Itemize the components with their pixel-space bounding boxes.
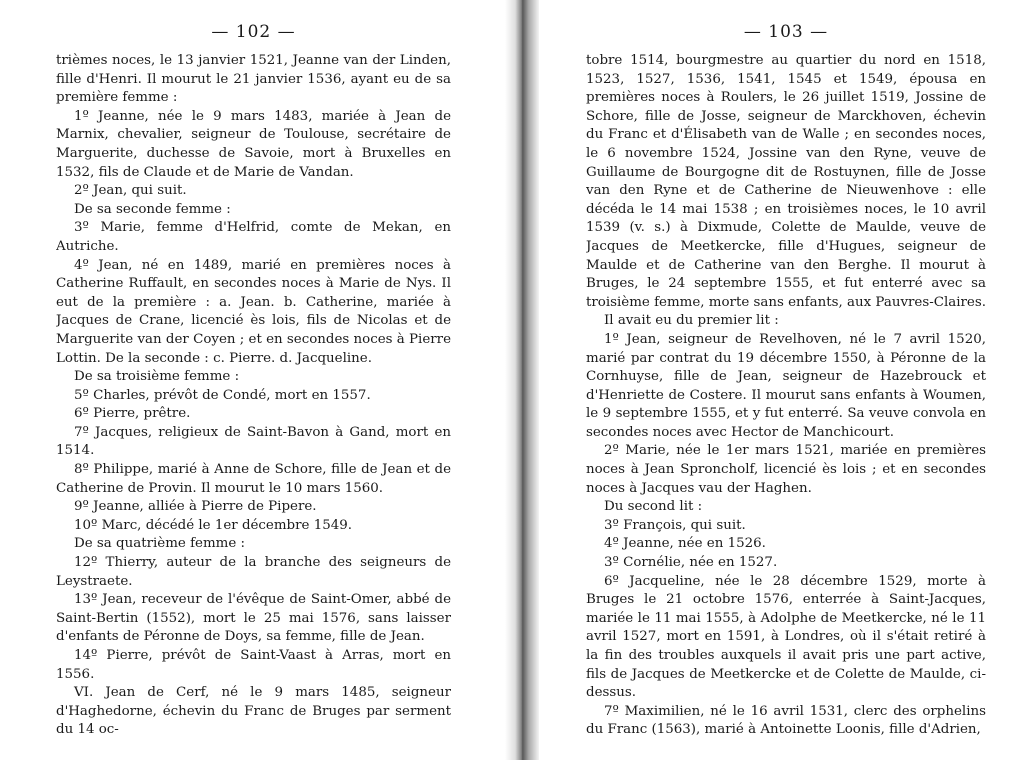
paragraph: 14º Pierre, prévôt de Saint-Vaast à Arras, mort en 1556. — [56, 648, 451, 682]
paragraph: 6º Pierre, prêtre. — [74, 406, 191, 422]
paragraph: 2º Jean, qui suit. — [74, 183, 187, 199]
left-page-text — [56, 52, 451, 740]
right-page — [586, 18, 986, 748]
paragraph: 1º Jeanne, née le 9 mars 1483, mariée à Jean de Marnix, chevalier, seigneur de Toulouse, secrétaire de Marguerite, duchesse de Savoie, mort à Bruxelles en 1532, fils de Claude et de Marie de Vandan. — [56, 108, 451, 180]
page-number-right: — 103 — — [743, 22, 829, 42]
paragraph: 13º Jean, receveur de l'évêque de Saint-Omer, abbé de Saint-Bertin (1552), mort le 25 mai 1576, sans laisser d'enfants de Péronne de Doys, sa femme, fille de Jean. — [56, 592, 451, 645]
paragraph: De sa troisième femme : — [74, 369, 240, 385]
book-gutter — [505, 0, 539, 760]
paragraph: 7º Maximilien, né le 16 avril 1531, clerc des orphelins du Franc (1563), marié à Antoinette Loonis, fille d'Adrien, — [586, 703, 986, 738]
paragraph: 5º Charles, prévôt de Condé, mort en 1557. — [74, 387, 371, 403]
right-page-text — [586, 52, 986, 740]
paragraph: trièmes noces, le 13 janvier 1521, Jeanne van der Linden, fille d'Henri. Il mourut le 21 janvier 1536, ayant eu de sa première femme : — [56, 53, 451, 106]
paragraph: 3º François, qui suit. — [604, 517, 746, 533]
paragraph: 12º Thierry, auteur de la branche des seigneurs de Leystraete. — [56, 555, 451, 589]
paragraph: De sa quatrième femme : — [74, 536, 246, 552]
paragraph: Il avait eu du premier lit : — [604, 313, 779, 329]
paragraph: 2º Marie, née le 1er mars 1521, mariée en premières noces à Jean Sproncholf, licencié ès lois ; et en secondes noces à Jacques vau der Haghen. — [586, 443, 986, 496]
paragraph: 4º Jeanne, née en 1526. — [604, 536, 766, 552]
paragraph: 8º Philippe, marié à Anne de Schore, fille de Jean et de Catherine de Provin. Il mourut le 10 mars 1560. — [56, 462, 451, 496]
paragraph: 7º Jacques, religieux de Saint-Bavon à Gand, mort en 1514. — [56, 424, 451, 459]
paragraph: Du second lit : — [604, 499, 703, 515]
paragraph: tobre 1514, bourgmestre au quartier du nord en 1518, 1523, 1527, 1536, 1541, 1545 et 1549, épousa en premières noces à Roulers, le 26 juillet 1519, Jossine de Schore, fille de Josse, seigneur de Marckhoven, échevin du Franc et d'Élisabeth van de Walle ; en secondes noces, le 6 novembre 1524, Jossine van den Ryne, veuve de Guillaume de Bourgogne dit de Rostuynen, fille de Josse van den Ryne et de Catherine de Nieuwenhove : elle décéda le 14 mai 1538 ; en troisièmes noces, le 10 avril 1539 (v. s.) à Dixmude, Colette de Maulde, veuve de Jacques de Meetkercke, fille d'Hugues, seigneur de Maulde et de Catherine van den Berghe. Il mourut à Bruges, le 24 septembre 1555, et fut enterré avec sa troisième femme, morte sans enfants, aux Pauvres-Claires. — [586, 53, 986, 310]
paragraph: 10º Marc, décédé le 1er décembre 1549. — [74, 517, 353, 533]
left-page — [56, 18, 451, 748]
paragraph: 3º Cornélie, née en 1527. — [604, 555, 778, 571]
paragraph: 6º Jacqueline, née le 28 décembre 1529, morte à Bruges le 21 octobre 1576, enterrée à Saint-Jacques, mariée le 11 mai 1555, à Adolphe de Meetkercke, né le 11 avril 1527, mort en 1591, à Londres, où il s'était retiré à la fin des troubles auxquels il avait pris une part active, fils de Jacques de Meetkercke et de Colette de Maulde, ci-dessus. — [586, 573, 986, 701]
paragraph: 3º Marie, femme d'Helfrid, comte de Mekan, en Autriche. — [56, 220, 451, 254]
paragraph: 9º Jeanne, alliée à Pierre de Pipere. — [74, 499, 317, 515]
page-number-left: — 102 — — [211, 22, 296, 42]
paragraph: 1º Jean, seigneur de Revelhoven, né le 7 avril 1520, marié par contrat du 19 décembre 1550, à Péronne de la Cornhuyse, fille de Jean, seigneur de Hazebrouck et d'Henriette de Costere. Il mourut sans enfants à Woumen, le 9 septembre 1555, et y fut enterré. Sa veuve convola en secondes noces avec Hector de Manchicourt. — [586, 331, 986, 440]
paragraph: VI. Jean de Cerf, né le 9 mars 1485, seigneur d'Haghedorne, échevin du Franc de Bruges par serment du 14 oc- — [56, 685, 451, 738]
paragraph: De sa seconde femme : — [74, 201, 231, 217]
paragraph: 4º Jean, né en 1489, marié en premières noces à Catherine Ruffault, en secondes noces à Marie de Nys. Il eut de la première : a. Jean. b. Catherine, mariée à Jacques de Crane, licencié ès lois, fils de Nicolas et de Marguerite van der Coyen ; et en secondes noces à Pierre Lottin. De la seconde : c. Pierre. d. Jacqueline. — [56, 257, 451, 366]
